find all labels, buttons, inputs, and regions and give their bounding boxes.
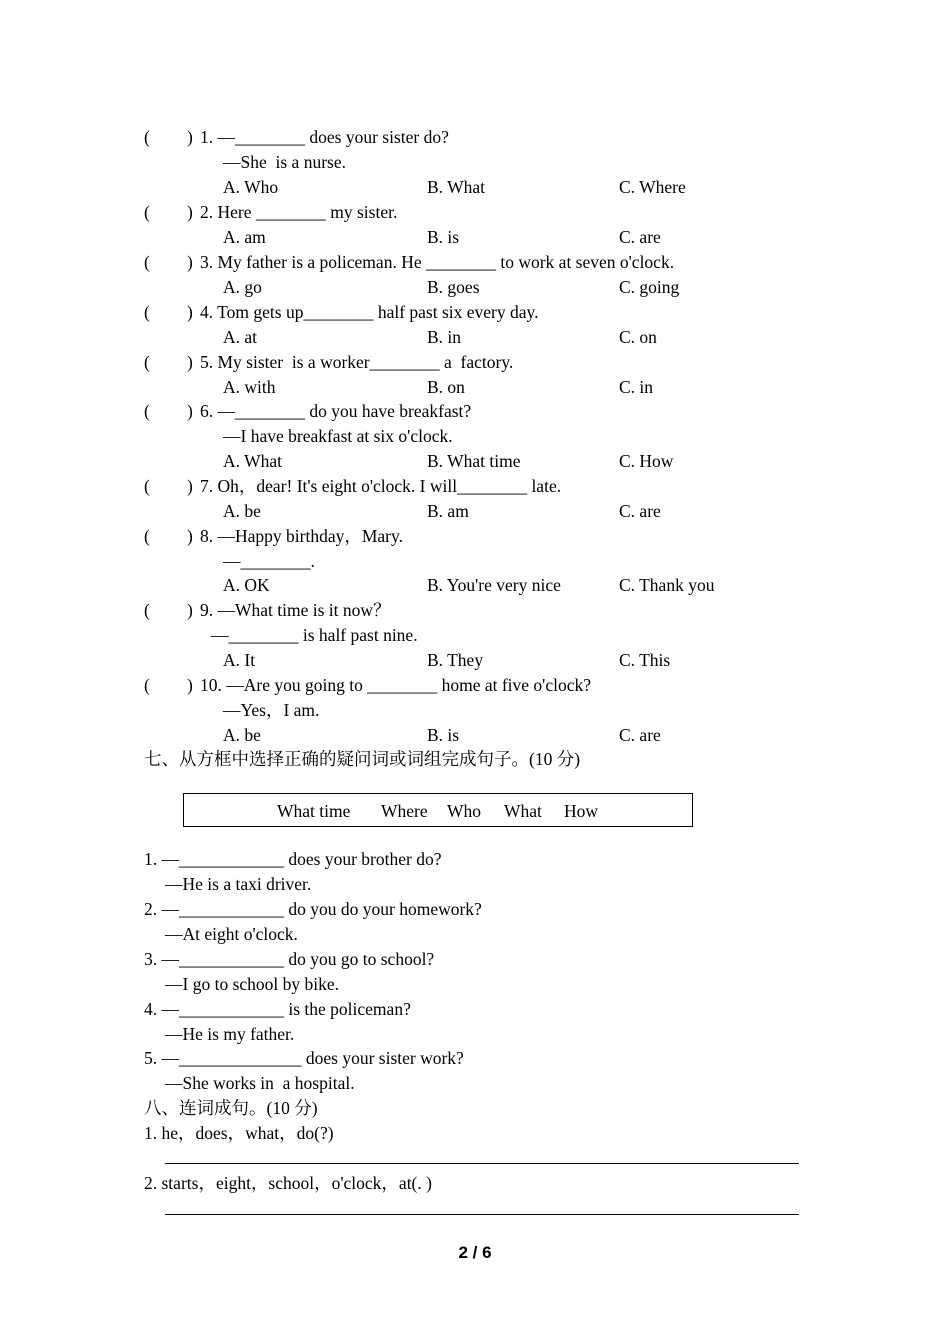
question-stem: 3. My father is a policeman. He ________ to work at seven o'clock. (200, 252, 675, 272)
answer-paren-open: ( (144, 600, 150, 620)
option-b: B. am (427, 501, 469, 521)
word-box (183, 793, 693, 827)
question-stem: 9. —What time is it now？ (200, 600, 391, 620)
answer-paren-open: ( (144, 401, 150, 421)
option-c: C. Thank you (619, 575, 715, 595)
answer-paren-close: ) (187, 302, 193, 322)
option-b: B. is (427, 227, 460, 247)
question-stem: 7. Oh，dear! It's eight o'clock. I will________ late. (200, 476, 562, 496)
question-reply: —Yes，I am. (223, 700, 320, 720)
answer-line (165, 1163, 799, 1164)
answer-line (165, 1214, 799, 1215)
option-a: A. am (223, 227, 266, 247)
answer-paren-open: ( (144, 202, 150, 222)
fill-question: 2. —____________ do you do your homework? (144, 899, 482, 919)
answer-paren-open: ( (144, 675, 150, 695)
question-reply: —________ is half past nine. (211, 625, 418, 645)
option-c: C. in (619, 377, 654, 397)
section-heading: 八、连词成句。(10 分) (144, 1098, 318, 1118)
option-c: C. are (619, 227, 661, 247)
answer-paren-open: ( (144, 476, 150, 496)
option-a: A. be (223, 725, 261, 745)
option-a: A. be (223, 501, 261, 521)
answer-paren-close: ) (187, 600, 193, 620)
answer-paren-close: ) (187, 202, 193, 222)
fill-answer: —She works in a hospital. (165, 1073, 355, 1093)
fill-answer: —He is my father. (165, 1024, 295, 1044)
answer-paren-open: ( (144, 352, 150, 372)
option-a: A. Who (223, 177, 279, 197)
option-b: B. They (427, 650, 484, 670)
question-reply: —I have breakfast at six o'clock. (223, 426, 453, 446)
page-number: 2 / 6 (458, 1243, 492, 1262)
option-b: B. is (427, 725, 460, 745)
option-a: A. with (223, 377, 276, 397)
question-stem: 5. My sister is a worker________ a factory. (200, 352, 514, 372)
option-c: C. How (619, 451, 674, 471)
option-a: A. go (223, 277, 262, 297)
answer-paren-close: ) (187, 401, 193, 421)
word-order-item: 1. he，does，what，do(?) (144, 1123, 334, 1143)
option-a: A. It (223, 650, 256, 670)
option-b: B. in (427, 327, 462, 347)
fill-answer: —He is a taxi driver. (165, 874, 312, 894)
question-stem: 8. —Happy birthday，Mary. (200, 526, 403, 546)
answer-paren-close: ) (187, 476, 193, 496)
answer-paren-close: ) (187, 252, 193, 272)
section-heading: 七、从方框中选择正确的疑问词或词组完成句子。(10 分) (144, 749, 581, 769)
box-word: What (504, 801, 542, 821)
answer-paren-close: ) (187, 352, 193, 372)
answer-paren-close: ) (187, 675, 193, 695)
option-b: B. You're very nice (427, 575, 561, 595)
option-c: C. Where (619, 177, 686, 197)
option-a: A. What (223, 451, 282, 471)
option-b: B. What time (427, 451, 521, 471)
box-word: Who (447, 801, 482, 821)
option-b: B. on (427, 377, 465, 397)
box-word: Where (381, 801, 428, 821)
answer-paren-close: ) (187, 526, 193, 546)
question-stem: 6. —________ do you have breakfast? (200, 401, 472, 421)
answer-paren-open: ( (144, 526, 150, 546)
box-word: How (564, 801, 599, 821)
question-stem: 10. —Are you going to ________ home at five o'clock? (200, 675, 591, 695)
answer-paren-close: ) (187, 127, 193, 147)
option-b: B. goes (427, 277, 480, 297)
word-order-item: 2. starts，eight，school，o'clock，at(. ) (144, 1173, 432, 1193)
fill-question: 3. —____________ do you go to school? (144, 949, 435, 969)
fill-question: 1. —____________ does your brother do? (144, 849, 442, 869)
fill-answer: —At eight o'clock. (165, 924, 298, 944)
box-word: What time (277, 801, 351, 821)
question-reply: —________. (223, 551, 315, 571)
option-c: C. This (619, 650, 671, 670)
option-c: C. on (619, 327, 657, 347)
question-reply: —She is a nurse. (223, 152, 346, 172)
fill-answer: —I go to school by bike. (165, 974, 340, 994)
option-a: A. at (223, 327, 258, 347)
option-c: C. are (619, 725, 661, 745)
fill-question: 5. —______________ does your sister work? (144, 1048, 464, 1068)
fill-question: 4. —____________ is the policeman? (144, 999, 411, 1019)
answer-paren-open: ( (144, 252, 150, 272)
option-c: C. going (619, 277, 680, 297)
question-stem: 4. Tom gets up________ half past six every day. (200, 302, 539, 322)
answer-paren-open: ( (144, 127, 150, 147)
option-b: B. What (427, 177, 486, 197)
answer-paren-open: ( (144, 302, 150, 322)
option-a: A. OK (223, 575, 270, 595)
question-stem: 2. Here ________ my sister. (200, 202, 398, 222)
option-c: C. are (619, 501, 661, 521)
question-stem: 1. —________ does your sister do? (200, 127, 449, 147)
